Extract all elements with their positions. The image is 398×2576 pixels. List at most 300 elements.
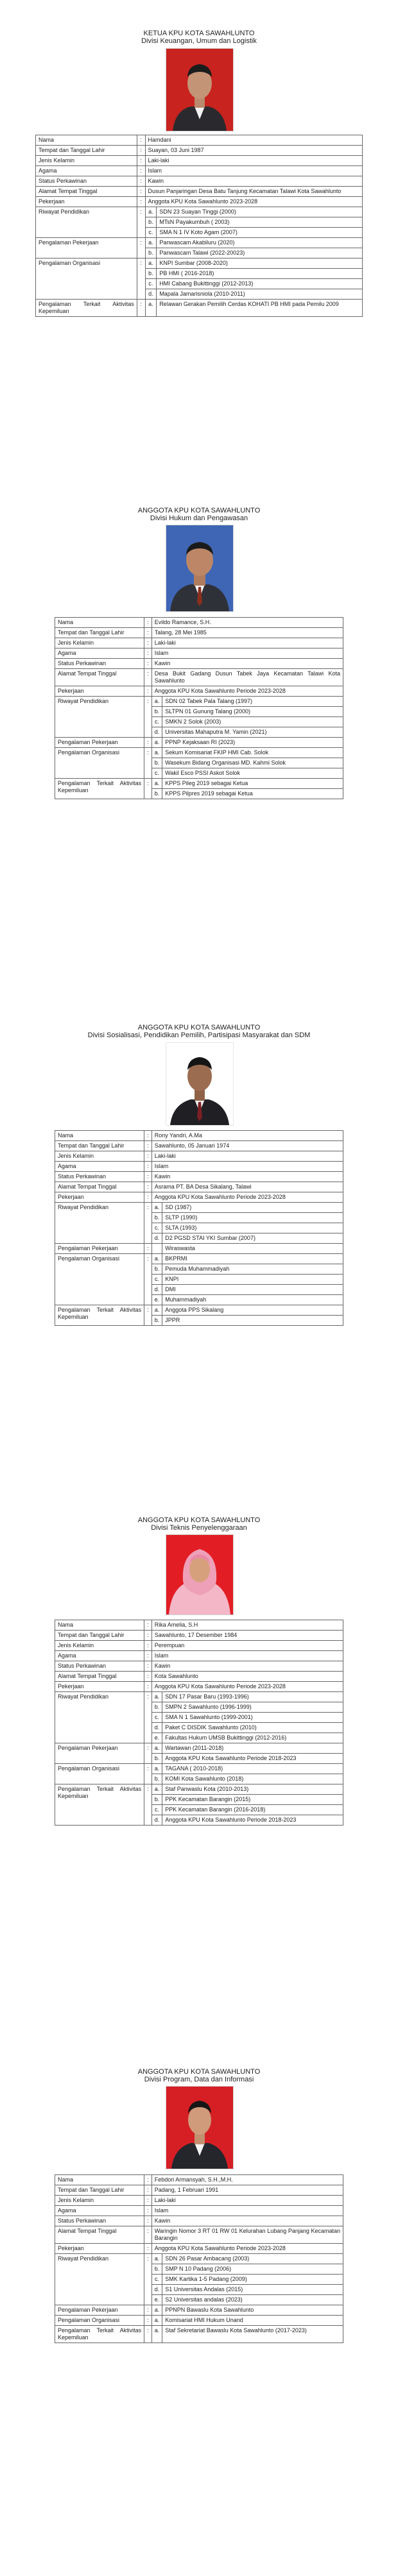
- separator: :: [144, 1743, 152, 1764]
- table-row: [55, 1784, 343, 1795]
- separator: :: [144, 1151, 152, 1162]
- item-index: a.: [151, 2254, 162, 2264]
- row-label: Jenis Kelamin: [55, 1641, 144, 1651]
- item-index: b.: [151, 1264, 162, 1275]
- item-text: Anggota KPU Kota Sawahlunto Periode 2018-2023: [162, 1754, 343, 1764]
- item-index: b.: [151, 1774, 162, 1784]
- item-index: [151, 1244, 162, 1254]
- row-label: Alamat Tempat Tinggal: [55, 669, 144, 686]
- row-label: Agama: [36, 166, 137, 176]
- item-text: Fakultas Hukum UMSB Bukittinggi (2012-2016): [162, 1733, 343, 1743]
- row-label: Riwayat Pendidikan: [36, 207, 137, 238]
- table-row: [36, 156, 363, 166]
- separator: :: [144, 2305, 152, 2316]
- separator: :: [144, 2196, 152, 2206]
- item-text: PPK Kecamatan Barangin (2016-2018): [162, 1805, 343, 1815]
- item-index: a.: [145, 300, 157, 317]
- table-row: [55, 1661, 343, 1672]
- item-text: KPPS Pilpres 2019 sebagai Ketua: [162, 789, 343, 799]
- member-division: Divisi Teknis Penyelenggaraan: [151, 1524, 247, 1532]
- separator: :: [144, 1244, 152, 1254]
- separator: :: [137, 135, 145, 146]
- item-index: a.: [151, 2326, 162, 2343]
- table-row: [36, 300, 363, 317]
- separator: :: [144, 628, 152, 638]
- item-index: c.: [145, 228, 157, 238]
- item-index: b.: [145, 269, 157, 279]
- table-row: [55, 2316, 343, 2326]
- item-text: Komisariat HMI Hukum Unand: [162, 2316, 343, 2326]
- table-row: [55, 2206, 343, 2216]
- table-row: [36, 146, 363, 156]
- separator: :: [144, 2206, 152, 2216]
- separator: :: [144, 686, 152, 697]
- table-row: [55, 1743, 343, 1754]
- table-row: [55, 1641, 343, 1651]
- row-label: Alamat Tempat Tinggal: [36, 187, 137, 197]
- separator: :: [144, 1172, 152, 1182]
- row-label: Agama: [55, 1651, 144, 1661]
- profile-table: [55, 1130, 343, 1326]
- table-row: [55, 1192, 343, 1203]
- member-photo: [166, 2086, 234, 2169]
- item-index: a.: [151, 1784, 162, 1795]
- item-text: SMKN 2 Solok (2003): [162, 717, 343, 727]
- row-value: Talang, 28 Mei 1985: [151, 628, 343, 638]
- separator: :: [144, 1305, 152, 1326]
- separator: :: [144, 669, 152, 686]
- member-role: ANGGOTA KPU KOTA SAWAHLUNTO: [137, 1024, 261, 1031]
- separator: :: [137, 238, 145, 258]
- separator: :: [137, 207, 145, 238]
- separator: :: [144, 1182, 152, 1192]
- item-text: PPK Kecamatan Barangin (2015): [162, 1795, 343, 1805]
- row-label: Pengalaman Pekerjaan: [55, 1743, 144, 1764]
- separator: :: [144, 2216, 152, 2226]
- row-label: Riwayat Pendidikan: [55, 1203, 144, 1244]
- row-label: Pengalaman Organisasi: [55, 748, 144, 779]
- item-text: DMI: [162, 1285, 343, 1295]
- item-index: b.: [145, 248, 157, 258]
- row-value: Laki-laki: [151, 2196, 343, 2206]
- separator: :: [144, 1203, 152, 1244]
- member-division: Divisi Sosialisasi, Pendidikan Pemilih, Partisipasi Masyarakat dan SDM: [87, 1031, 311, 1039]
- row-value: Kawin: [145, 176, 363, 187]
- member-role: ANGGOTA KPU KOTA SAWAHLUNTO: [137, 1516, 261, 1524]
- row-value: Anggota KPU Kota Sawahlunto Periode 2023-2028: [151, 2244, 343, 2254]
- table-row: [55, 748, 343, 758]
- item-text: KOMI Kota Sawahlunto (2018): [162, 1774, 343, 1784]
- item-index: d.: [151, 727, 162, 738]
- row-value: Perempuan: [151, 1641, 343, 1651]
- table-row: [55, 779, 343, 789]
- row-label: Jenis Kelamin: [55, 638, 144, 648]
- separator: :: [144, 2185, 152, 2196]
- row-value: Kawin: [151, 1172, 343, 1182]
- separator: :: [144, 1682, 152, 1692]
- item-index: a.: [151, 1203, 162, 1213]
- item-text: SDN 26 Pasar Ambacang (2003): [162, 2254, 343, 2264]
- item-text: Mapala Jamarisniola (2010-2011): [157, 289, 363, 300]
- profile-table: [35, 135, 363, 317]
- table-row: [55, 648, 343, 659]
- item-text: Wartawan (2011-2018): [162, 1743, 343, 1754]
- item-index: a.: [151, 697, 162, 707]
- item-index: c.: [151, 1223, 162, 1233]
- table-row: [55, 1682, 343, 1692]
- row-label: Nama: [55, 2175, 144, 2185]
- row-value: Febdori Armansyah, S.H.,M.H.: [151, 2175, 343, 2185]
- member-photo: [166, 525, 234, 612]
- item-index: a.: [145, 238, 157, 248]
- row-label: Pekerjaan: [55, 686, 144, 697]
- row-label: Agama: [55, 2206, 144, 2216]
- item-index: a.: [151, 1764, 162, 1774]
- item-index: b.: [151, 2264, 162, 2275]
- item-text: Anggota PPS Sikalang: [162, 1305, 343, 1316]
- item-index: a.: [151, 2316, 162, 2326]
- separator: :: [144, 1131, 152, 1141]
- table-row: [36, 258, 363, 269]
- row-value: Islam: [145, 166, 363, 176]
- row-value: Kota Sawahlunto: [151, 1672, 343, 1682]
- separator: :: [144, 1141, 152, 1151]
- item-text: SMP N 10 Padang (2006): [162, 2264, 343, 2275]
- row-value: Islam: [151, 2206, 343, 2216]
- item-index: d.: [151, 1723, 162, 1733]
- table-row: [55, 2326, 343, 2343]
- item-index: a.: [151, 2305, 162, 2316]
- item-index: c.: [151, 1805, 162, 1815]
- item-index: b.: [151, 707, 162, 717]
- item-text: Wasekum Bidang Organisasi MD. Kahmi Solok: [162, 758, 343, 768]
- table-row: [55, 1203, 343, 1213]
- table-row: [36, 187, 363, 197]
- row-value: Kawin: [151, 2216, 343, 2226]
- table-row: [55, 1764, 343, 1774]
- row-value: Anggota KPU Kota Sawahlunto Periode 2023-2028: [151, 1682, 343, 1692]
- item-text: Panwascam Talawi (2022-20023): [157, 248, 363, 258]
- table-row: [36, 166, 363, 176]
- item-text: SMA N 1 Sawahlunto (1999-2001): [162, 1713, 343, 1723]
- row-value: Kawin: [151, 659, 343, 669]
- row-label: Riwayat Pendidikan: [55, 1692, 144, 1743]
- item-index: d.: [151, 2285, 162, 2295]
- table-row: [55, 1131, 343, 1141]
- table-row: [55, 628, 343, 638]
- item-text: Pemuda Muhammadiyah: [162, 1264, 343, 1275]
- separator: :: [144, 1784, 152, 1826]
- row-label: Pengalaman Pekerjaan: [55, 2305, 144, 2316]
- item-index: c.: [145, 279, 157, 289]
- item-index: e.: [151, 1295, 162, 1305]
- table-row: [36, 197, 363, 207]
- item-index: a.: [151, 1254, 162, 1264]
- separator: :: [137, 300, 145, 317]
- table-row: [55, 2216, 343, 2226]
- row-value: Asrama PT. BA Desa Sikalang, Talawi: [151, 1182, 343, 1192]
- table-row: [55, 686, 343, 697]
- row-label: Alamat Tempat Tinggal: [55, 1672, 144, 1682]
- row-label: Nama: [55, 618, 144, 628]
- item-text: HMI Cabang Bukittinggi (2012-2013): [157, 279, 363, 289]
- separator: :: [144, 779, 152, 799]
- separator: :: [144, 697, 152, 738]
- separator: :: [144, 638, 152, 648]
- row-label: Nama: [55, 1131, 144, 1141]
- table-row: [55, 669, 343, 686]
- item-text: PPNP Kejaksaan RI (2023): [162, 738, 343, 748]
- item-text: SMPN 2 Sawahlunto (1996-1999): [162, 1702, 343, 1713]
- separator: :: [137, 166, 145, 176]
- item-text: SLTA (1993): [162, 1223, 343, 1233]
- item-text: MTsN Payakumbuh ( 2003): [157, 217, 363, 228]
- row-label: Pengalaman Organisasi: [55, 1254, 144, 1305]
- item-text: Muhammadiyah: [162, 1295, 343, 1305]
- row-label: Tempat dan Tanggal Lahir: [55, 2185, 144, 2196]
- row-label: Nama: [36, 135, 137, 146]
- separator: :: [144, 659, 152, 669]
- row-label: Status Perkawinan: [36, 176, 137, 187]
- separator: :: [137, 187, 145, 197]
- separator: :: [144, 2316, 152, 2326]
- separator: :: [144, 2226, 152, 2244]
- separator: :: [144, 1192, 152, 1203]
- row-label: Alamat Tempat Tinggal: [55, 1182, 144, 1192]
- item-index: a.: [145, 258, 157, 269]
- table-row: [55, 697, 343, 707]
- table-row: [55, 1151, 343, 1162]
- row-value: Padang, 1 Februari 1991: [151, 2185, 343, 2196]
- item-text: SDN 23 Suayan Tinggi (2000): [157, 207, 363, 217]
- table-row: [55, 1672, 343, 1682]
- item-index: a.: [151, 779, 162, 789]
- row-value: Sawahlunto, 17 Desember 1984: [151, 1631, 343, 1641]
- row-value: Laki-laki: [145, 156, 363, 166]
- item-text: PB HMI ( 2016-2018): [157, 269, 363, 279]
- profile-table: [55, 2174, 343, 2343]
- item-text: JPPR: [162, 1316, 343, 1326]
- item-index: c.: [151, 717, 162, 727]
- row-value: Islam: [151, 1651, 343, 1661]
- separator: :: [144, 1254, 152, 1305]
- row-label: Alamat Tempat Tinggal: [55, 2226, 144, 2244]
- item-text: Universitas Mahaputra M. Yamin (2021): [162, 727, 343, 738]
- row-label: Status Perkawinan: [55, 2216, 144, 2226]
- row-label: Jenis Kelamin: [55, 2196, 144, 2206]
- member-division: Divisi Hukum dan Pengawasan: [150, 514, 248, 522]
- item-text: Paket C DISDIK Sawahlunto (2010): [162, 1723, 343, 1733]
- item-index: a.: [151, 1305, 162, 1316]
- row-label: Pengalaman Terkait Aktivitas Kepemiluan: [55, 1305, 144, 1326]
- row-label: Status Perkawinan: [55, 1172, 144, 1182]
- separator: :: [137, 258, 145, 300]
- row-label: Pengalaman Terkait Aktivitas Kepemiluan: [36, 300, 137, 317]
- item-text: PPNPN Bawaslu Kota Sawahlunto: [162, 2305, 343, 2316]
- item-text: S2 Universitas andalas (2023): [162, 2295, 343, 2305]
- member-photo: [166, 1042, 234, 1126]
- table-row: [55, 1172, 343, 1182]
- item-index: a.: [145, 207, 157, 217]
- separator: :: [144, 2175, 152, 2185]
- table-row: [55, 2226, 343, 2244]
- item-index: b.: [151, 758, 162, 768]
- separator: :: [144, 1692, 152, 1743]
- item-index: a.: [151, 1743, 162, 1754]
- item-index: e.: [151, 1733, 162, 1743]
- item-index: d.: [151, 1233, 162, 1244]
- item-index: d.: [151, 1285, 162, 1295]
- row-value: Evildo Ramance, S.H.: [151, 618, 343, 628]
- table-row: [36, 135, 363, 146]
- item-index: e.: [151, 2295, 162, 2305]
- table-row: [55, 738, 343, 748]
- item-text: KNPI: [162, 1275, 343, 1285]
- item-index: d.: [151, 1815, 162, 1826]
- table-row: [55, 2185, 343, 2196]
- row-value: Rony Yandri, A.Ma: [151, 1131, 343, 1141]
- item-index: a.: [151, 738, 162, 748]
- separator: :: [144, 1620, 152, 1631]
- row-label: Pengalaman Terkait Aktivitas Kepemiluan: [55, 779, 144, 799]
- row-label: Status Perkawinan: [55, 659, 144, 669]
- row-value: Waringin Nomor 3 RT 01 RW 01 Kelurahan Lubang Panjang Kecamatan Barangin: [151, 2226, 343, 2244]
- item-index: b.: [145, 217, 157, 228]
- item-text: KPPS Pileg 2019 sebagai Ketua: [162, 779, 343, 789]
- row-label: Nama: [55, 1620, 144, 1631]
- member-role: ANGGOTA KPU KOTA SAWAHLUNTO: [137, 2068, 261, 2076]
- item-text: BKPRMI: [162, 1254, 343, 1264]
- item-index: c.: [151, 768, 162, 779]
- row-value: Laki-laki: [151, 638, 343, 648]
- separator: :: [144, 1631, 152, 1641]
- table-row: [55, 1620, 343, 1631]
- separator: :: [144, 2254, 152, 2305]
- row-value: Sawahlunto, 05 Januari 1974: [151, 1141, 343, 1151]
- row-value: Desa Bukit Gadang Dusun Tabek Jaya Kecamatan Talawi Kota Sawahlunto: [151, 669, 343, 686]
- table-row: [55, 1141, 343, 1151]
- table-row: [55, 1182, 343, 1192]
- row-value: Islam: [151, 648, 343, 659]
- row-label: Pekerjaan: [36, 197, 137, 207]
- table-row: [55, 638, 343, 648]
- separator: :: [144, 2244, 152, 2254]
- separator: :: [137, 156, 145, 166]
- item-text: SLTP (1990): [162, 1213, 343, 1223]
- row-label: Agama: [55, 1162, 144, 1172]
- item-text: S1 Universitas Andalas (2015): [162, 2285, 343, 2295]
- item-text: SDN 02 Tabek Pala Talang (1997): [162, 697, 343, 707]
- item-index: b.: [151, 1213, 162, 1223]
- separator: :: [137, 146, 145, 156]
- profile-table: [55, 617, 343, 799]
- table-row: [55, 659, 343, 669]
- row-value: Anggota KPU Kota Sawahlunto Periode 2023-2028: [151, 686, 343, 697]
- row-label: Status Perkawinan: [55, 1661, 144, 1672]
- member-division: Divisi Keuangan, Umum dan Logistik: [141, 37, 257, 45]
- row-label: Jenis Kelamin: [55, 1151, 144, 1162]
- table-row: [55, 2196, 343, 2206]
- item-index: c.: [151, 1713, 162, 1723]
- item-text: SMK Kartika 1-5 Padang (2009): [162, 2275, 343, 2285]
- item-text: Anggota KPU Kota Sawahlunto Periode 2018-2023: [162, 1815, 343, 1826]
- table-row: [36, 238, 363, 248]
- separator: :: [144, 748, 152, 779]
- separator: :: [144, 618, 152, 628]
- item-index: a.: [151, 748, 162, 758]
- separator: :: [144, 648, 152, 659]
- row-value: Suayan, 03 Juni 1987: [145, 146, 363, 156]
- item-text: D2 PGSD STAI YKI Sumbar (2007): [162, 1233, 343, 1244]
- row-label: Tempat dan Tanggal Lahir: [55, 628, 144, 638]
- item-index: c.: [151, 2275, 162, 2285]
- member-division: Divisi Program, Data dan Informasi: [144, 2076, 254, 2083]
- row-label: Pekerjaan: [55, 1682, 144, 1692]
- item-text: Relawan Gerakan Pemilih Cerdas KOHATI PB HMI pada Pemilu 2009: [157, 300, 363, 317]
- item-index: c.: [151, 1275, 162, 1285]
- table-row: [36, 176, 363, 187]
- member-role: ANGGOTA KPU KOTA SAWAHLUNTO: [137, 507, 261, 514]
- member-role: KETUA KPU KOTA SAWAHLUNTO: [143, 30, 255, 37]
- row-label: Agama: [55, 648, 144, 659]
- separator: :: [137, 197, 145, 207]
- separator: :: [144, 1162, 152, 1172]
- separator: :: [144, 1764, 152, 1784]
- separator: :: [144, 1661, 152, 1672]
- table-row: [36, 207, 363, 217]
- profile-table: [55, 1620, 343, 1826]
- item-text: SDN 17 Pasar Baru (1993-1996): [162, 1692, 343, 1702]
- item-index: a.: [151, 1692, 162, 1702]
- item-text: SLTPN 01 Gunung Talang (2000): [162, 707, 343, 717]
- item-index: b.: [151, 1795, 162, 1805]
- table-row: [55, 618, 343, 628]
- item-index: d.: [145, 289, 157, 300]
- row-value: Hamdani: [145, 135, 363, 146]
- row-label: Jenis Kelamin: [36, 156, 137, 166]
- separator: :: [144, 2326, 152, 2343]
- separator: :: [144, 738, 152, 748]
- row-label: Riwayat Pendidikan: [55, 697, 144, 738]
- item-index: b.: [151, 1316, 162, 1326]
- item-text: KNPI Sumbar (2008-2020): [157, 258, 363, 269]
- item-text: SMA N 1 IV Koto Agam (2007): [157, 228, 363, 238]
- row-label: Tempat dan Tanggal Lahir: [55, 1631, 144, 1641]
- member-photo: [166, 48, 234, 131]
- member-photo: [166, 1534, 234, 1615]
- row-value: Laki-laki: [151, 1151, 343, 1162]
- row-value: Rika Amelia, S.H: [151, 1620, 343, 1631]
- table-row: [55, 1631, 343, 1641]
- item-index: b.: [151, 1754, 162, 1764]
- row-label: Pengalaman Organisasi: [55, 1764, 144, 1784]
- row-label: Tempat dan Tanggal Lahir: [55, 1141, 144, 1151]
- row-label: Pengalaman Terkait Aktivitas Kepemiluan: [55, 1784, 144, 1826]
- row-value: Anggota KPU Kota Sawahlunto Periode 2023-2028: [151, 1192, 343, 1203]
- row-value: Anggota KPU Kota Sawahlunto 2023-2028: [145, 197, 363, 207]
- item-text: Staf Sekretariat Bawaslu Kota Sawahlunto (2017-2023): [162, 2326, 343, 2343]
- item-text: Sekum Komisariat FKIP HMI Cab. Solok: [162, 748, 343, 758]
- table-row: [55, 2254, 343, 2264]
- table-row: [55, 1254, 343, 1264]
- item-text: Wiraswasta: [162, 1244, 343, 1254]
- table-row: [55, 1305, 343, 1316]
- row-label: Pengalaman Pekerjaan: [36, 238, 137, 258]
- table-row: [55, 2175, 343, 2185]
- separator: :: [137, 176, 145, 187]
- row-value: Kawin: [151, 1661, 343, 1672]
- separator: :: [144, 1641, 152, 1651]
